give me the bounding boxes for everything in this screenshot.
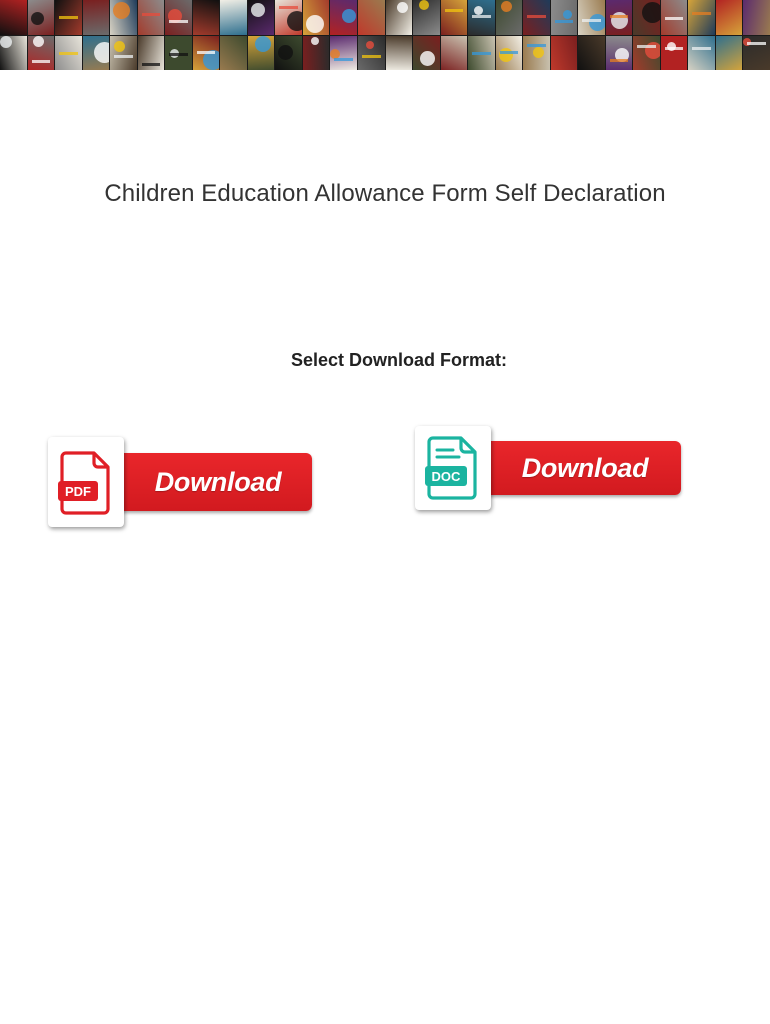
collage-thumbnail (275, 0, 302, 35)
collage-thumbnail (165, 0, 192, 35)
collage-thumbnail (468, 36, 495, 70)
collage-thumbnail (303, 0, 330, 35)
collage-thumbnail (193, 36, 220, 70)
collage-thumbnail (248, 0, 275, 35)
collage-thumbnail (165, 36, 192, 70)
collage-thumbnail (413, 0, 440, 35)
doc-file-icon (415, 426, 491, 510)
collage-thumbnail (386, 36, 413, 70)
collage-thumbnail (743, 36, 770, 70)
collage-thumbnail (358, 36, 385, 70)
collage-thumbnail (303, 36, 330, 70)
select-format-heading: Select Download Format: (290, 350, 508, 370)
collage-thumbnail (743, 0, 770, 35)
collage-thumbnail (28, 36, 55, 70)
collage-thumbnail (688, 0, 715, 35)
collage-thumbnail (358, 0, 385, 35)
collage-thumbnail (248, 36, 275, 70)
collage-thumbnail (661, 0, 688, 35)
collage-thumbnail (28, 0, 55, 35)
collage-thumbnail (633, 36, 660, 70)
download-doc-pill[interactable] (481, 441, 681, 495)
download-pdf-button[interactable] (46, 437, 316, 529)
collage-thumbnail (716, 36, 743, 70)
collage-thumbnail (413, 36, 440, 70)
collage-thumbnail (716, 0, 743, 35)
collage-thumbnail (578, 0, 605, 35)
collage-thumbnail (633, 0, 660, 35)
collage-thumbnail (606, 36, 633, 70)
collage-thumbnail (55, 0, 82, 35)
collage-thumbnail (578, 36, 605, 70)
collage-thumbnail (83, 36, 110, 70)
collage-thumbnail (496, 0, 523, 35)
collage-thumbnail (551, 0, 578, 35)
pdf-icon-label: PDF (65, 484, 91, 499)
download-doc-label: Download (521, 452, 649, 483)
collage-thumbnail (0, 36, 27, 70)
pdf-file-icon (48, 437, 124, 527)
collage-thumbnail (496, 36, 523, 70)
collage-thumbnail (275, 36, 302, 70)
collage-thumbnail (110, 0, 137, 35)
collage-thumbnail (138, 36, 165, 70)
download-doc-button[interactable] (413, 426, 683, 514)
collage-thumbnail (110, 36, 137, 70)
collage-thumbnail (441, 0, 468, 35)
collage-thumbnail (386, 0, 413, 35)
download-pdf-label: Download (154, 466, 282, 497)
thumbnail-collage-banner (0, 0, 770, 70)
collage-thumbnail (441, 36, 468, 70)
collage-thumbnail (523, 36, 550, 70)
collage-thumbnail (83, 0, 110, 35)
collage-thumbnail (220, 36, 247, 70)
collage-thumbnail (688, 36, 715, 70)
doc-card (415, 426, 491, 510)
collage-thumbnail (193, 0, 220, 35)
doc-icon-label: DOC (431, 469, 461, 484)
collage-thumbnail (551, 36, 578, 70)
collage-thumbnail (138, 0, 165, 35)
collage-thumbnail (468, 0, 495, 35)
page-title: Children Education Allowance Form Self Declaration (104, 180, 666, 207)
collage-thumbnail (0, 0, 27, 35)
collage-thumbnail (661, 36, 688, 70)
collage-thumbnail (606, 0, 633, 35)
collage-thumbnail (330, 36, 357, 70)
download-pdf-pill[interactable] (116, 453, 312, 511)
collage-thumbnail (220, 0, 247, 35)
collage-thumbnail (523, 0, 550, 35)
pdf-card (48, 437, 124, 527)
collage-thumbnail (55, 36, 82, 70)
collage-thumbnail (330, 0, 357, 35)
